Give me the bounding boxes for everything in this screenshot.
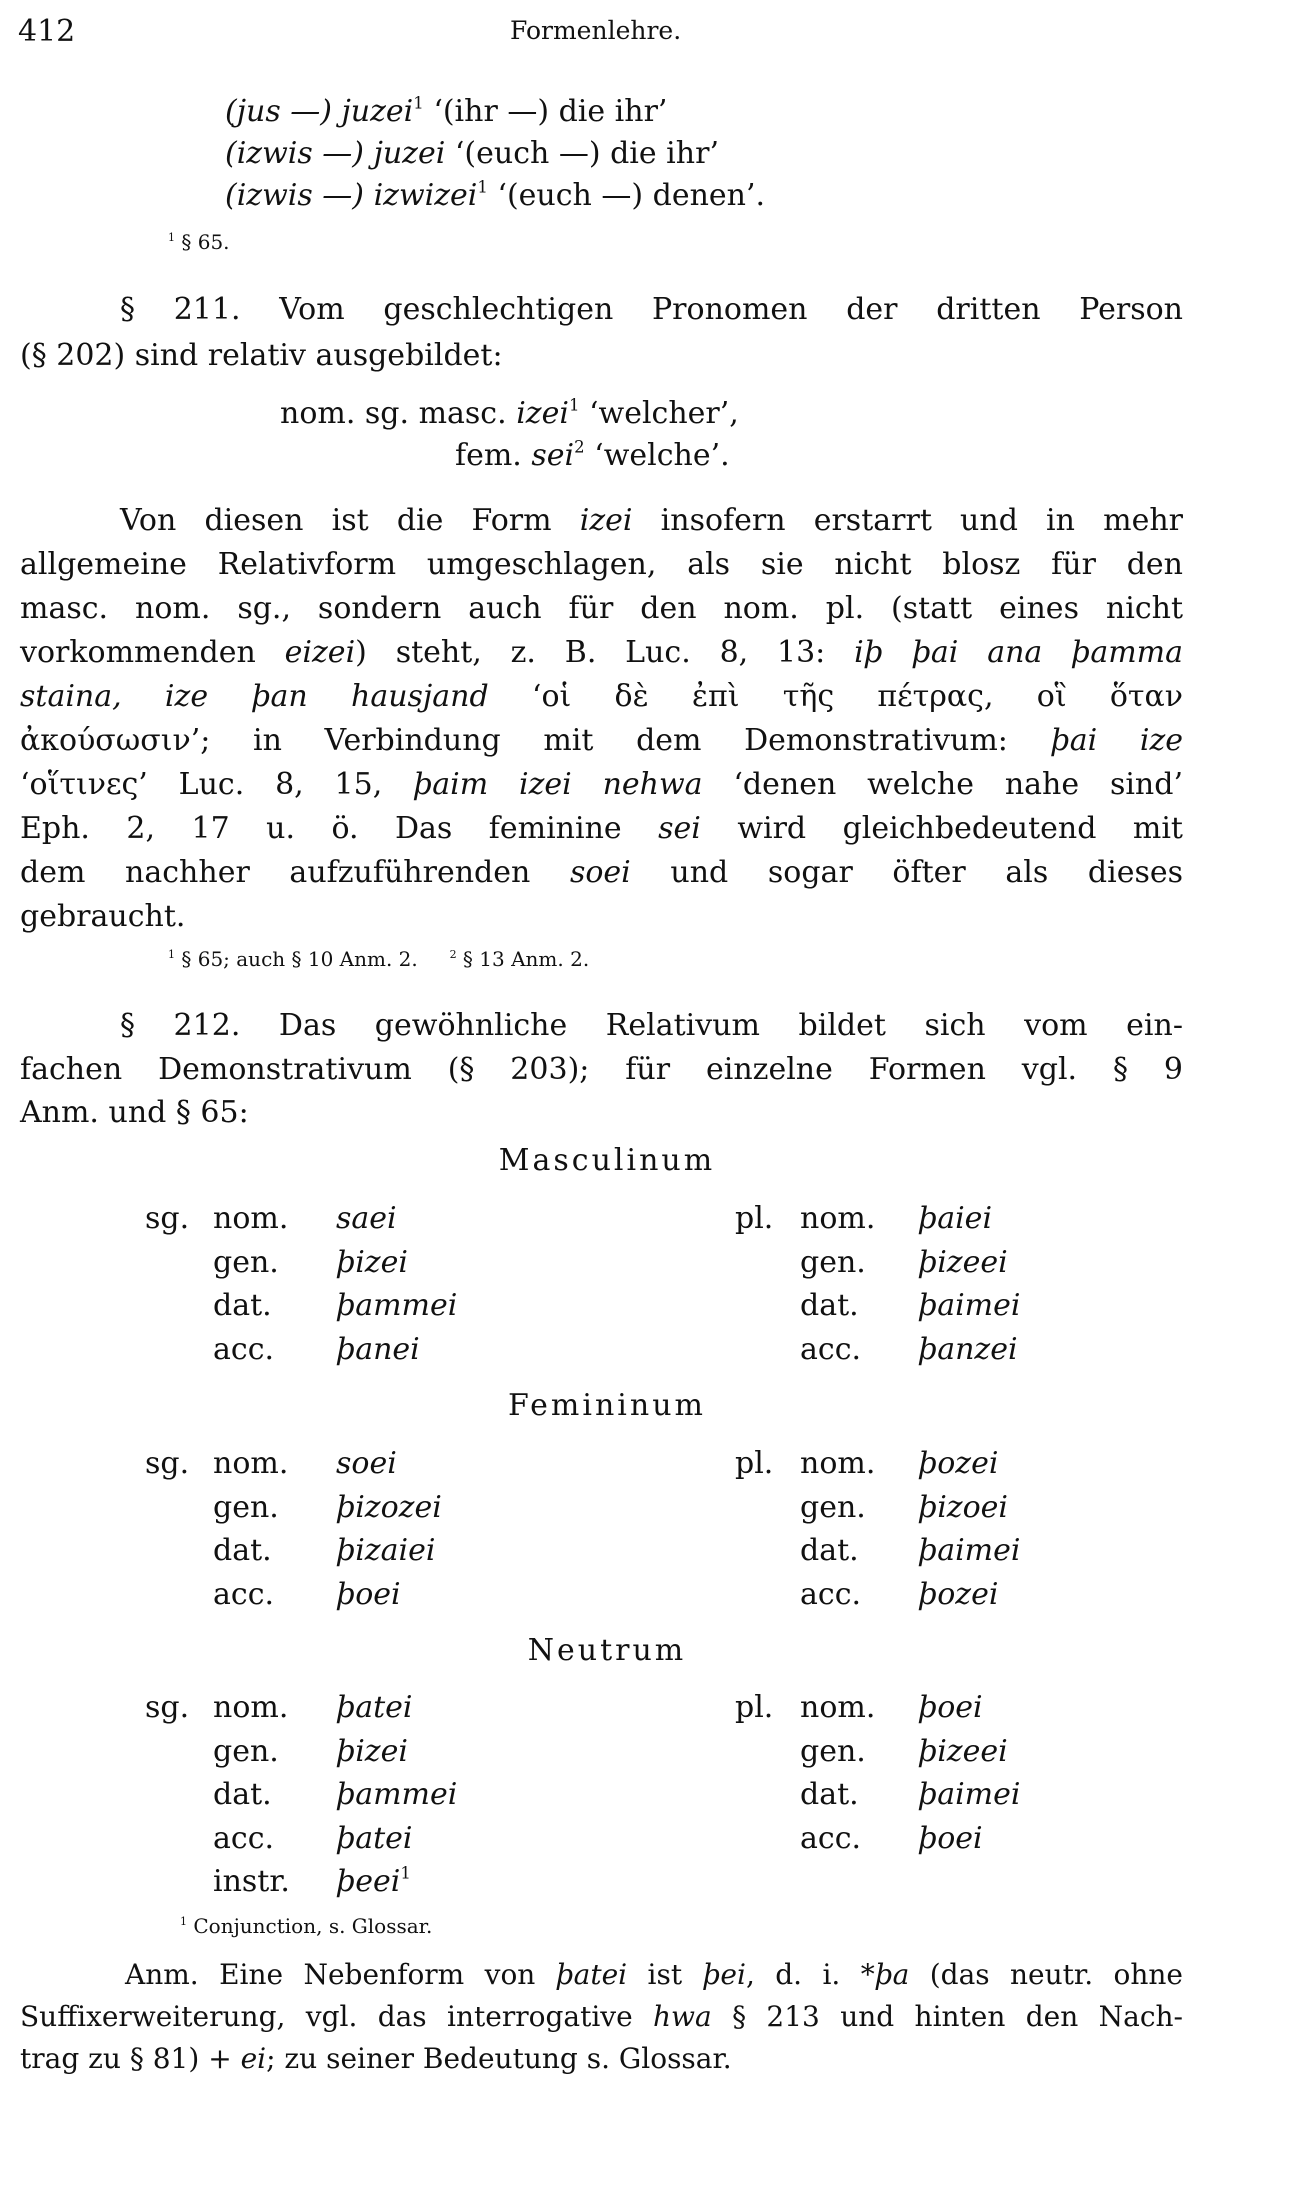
- pl-label: pl.: [735, 1201, 774, 1236]
- s211-heading-line2: (§ 202) sind relativ ausgebildet:: [20, 338, 503, 373]
- anm-line: trag zu § 81) + ei; zu seiner Bedeutung s. Glossar.: [20, 2042, 732, 2075]
- form: þaimei: [918, 1777, 1021, 1812]
- case-label: nom.: [213, 1690, 289, 1725]
- case-label: gen.: [213, 1733, 279, 1769]
- case-label: nom.: [800, 1690, 876, 1725]
- paragraph-line: ἀκούσωσιν’; in Verbindung mit dem Demonstrativum: þai ize: [20, 723, 1183, 758]
- paragraph-line: gebraucht.: [20, 899, 186, 934]
- form: þoei: [918, 1690, 983, 1725]
- case-label: dat.: [800, 1288, 859, 1323]
- case-label: nom.: [800, 1201, 876, 1236]
- case-label: acc.: [213, 1576, 275, 1612]
- form: soei: [336, 1446, 397, 1481]
- form: þaimei: [918, 1533, 1021, 1568]
- form: þammei: [336, 1288, 458, 1323]
- form: þozei: [918, 1446, 999, 1481]
- case-label: acc.: [800, 1576, 862, 1612]
- sg-label: sg.: [145, 1201, 190, 1236]
- sg-label: sg.: [145, 1690, 190, 1725]
- sg-label: sg.: [145, 1446, 190, 1481]
- paragraph-line: vorkommenden eizei) steht, z. B. Luc. 8, 13: iþ þai ana þamma: [20, 635, 1183, 670]
- case-label: dat.: [800, 1777, 859, 1812]
- form: þeei$^1$: [336, 1863, 411, 1899]
- form: þizoei: [918, 1489, 1009, 1525]
- s212-heading-line3: Anm. und § 65:: [20, 1095, 249, 1130]
- paragraph-line: dem nachher aufzuführenden soei und sogar öfter als dieses: [20, 855, 1183, 890]
- pl-label: pl.: [735, 1690, 774, 1725]
- case-label: acc.: [213, 1331, 275, 1367]
- case-label: dat.: [213, 1777, 272, 1812]
- s211-footnotes: $^1$ § 65; auch § 10 Anm. 2. $^2$ § 13 Anm. 2.: [168, 947, 590, 971]
- s211-heading-line1: § 211. Vom geschlechtigen Pronomen der dritten Person: [120, 292, 1183, 327]
- form: þatei: [336, 1690, 413, 1725]
- case-label: acc.: [800, 1331, 862, 1367]
- form: þoei: [918, 1820, 983, 1856]
- s212-heading-line2: fachen Demonstrativum (§ 203); für einzelne Formen vgl. § 9: [20, 1052, 1183, 1087]
- paragraph-line: staina, ize þan hausjand ‘οἱ δὲ ἐπὶ τῆς πέτρας, οἳ ὅταν: [20, 679, 1183, 714]
- page-number: 412: [18, 14, 76, 49]
- form: þizaiei: [336, 1533, 436, 1568]
- anm-line: Suffixerweiterung, vgl. das interrogative hwa § 213 und hinten den Nach-: [20, 2000, 1183, 2033]
- top-list-line: (jus —) juzei$^1$ ‘(ihr —) die ihr’: [225, 93, 668, 129]
- s212-heading-line1: § 212. Das gewöhnliche Relativum bildet sich vom ein-: [120, 1008, 1183, 1043]
- gender-heading: Neutrum: [527, 1633, 687, 1668]
- case-label: instr.: [213, 1864, 290, 1899]
- s212-footnote: $^1$ Conjunction, s. Glossar.: [180, 1914, 433, 1938]
- form: þanzei: [918, 1331, 1018, 1367]
- s211-form-masc: nom. sg. masc. izei$^1$ ‘welcher’,: [280, 395, 739, 431]
- form: þizeei: [918, 1733, 1008, 1769]
- paragraph-line: allgemeine Relativform umgeschlagen, als sie nicht blosz für den: [20, 547, 1183, 582]
- paragraph-line: masc. nom. sg., sondern auch für den nom. pl. (statt eines nicht: [20, 591, 1183, 626]
- case-label: nom.: [213, 1201, 289, 1236]
- top-list-line: (izwis —) izwizei$^1$ ‘(euch —) denen’.: [225, 177, 766, 213]
- pl-label: pl.: [735, 1446, 774, 1481]
- case-label: gen.: [800, 1244, 866, 1280]
- paragraph-line: Eph. 2, 17 u. ö. Das feminine sei wird gleichbedeutend mit: [20, 811, 1183, 846]
- form: þizozei: [336, 1489, 442, 1525]
- gender-heading: Masculinum: [498, 1143, 716, 1178]
- form: þammei: [336, 1777, 458, 1812]
- form: þaimei: [918, 1288, 1021, 1323]
- case-label: dat.: [213, 1533, 272, 1568]
- form: þoei: [336, 1576, 401, 1612]
- case-label: gen.: [800, 1733, 866, 1769]
- form: saei: [336, 1201, 397, 1236]
- case-label: dat.: [213, 1288, 272, 1323]
- form: þanei: [336, 1331, 420, 1367]
- case-label: dat.: [800, 1533, 859, 1568]
- form: þizeei: [918, 1244, 1008, 1280]
- gender-heading: Femininum: [508, 1388, 706, 1423]
- anm-line: Anm. Eine Nebenform von þatei ist þei, d. i. *þa (das neutr. ohne: [125, 1958, 1183, 1991]
- case-label: gen.: [800, 1489, 866, 1525]
- case-label: nom.: [800, 1446, 876, 1481]
- form: þizei: [336, 1244, 408, 1280]
- form: þizei: [336, 1733, 408, 1769]
- paragraph-line: Von diesen ist die Form izei insofern erstarrt und in mehr: [120, 503, 1183, 538]
- form: þatei: [336, 1820, 413, 1856]
- case-label: gen.: [213, 1489, 279, 1525]
- case-label: nom.: [213, 1446, 289, 1481]
- paragraph-line: ‘οἵτινες’ Luc. 8, 15, þaim izei nehwa ‘denen welche nahe sind’: [20, 767, 1183, 802]
- case-label: acc.: [213, 1820, 275, 1856]
- running-title: Formenlehre.: [510, 16, 682, 45]
- case-label: gen.: [213, 1244, 279, 1280]
- form: þozei: [918, 1576, 999, 1612]
- top-list-line: (izwis —) juzei ‘(euch —) die ihr’: [225, 136, 719, 171]
- top-footnote: $^1$ § 65.: [168, 230, 230, 254]
- case-label: acc.: [800, 1820, 862, 1856]
- s211-form-fem: fem. sei$^2$ ‘welche’.: [455, 437, 730, 473]
- form: þaiei: [918, 1201, 993, 1236]
